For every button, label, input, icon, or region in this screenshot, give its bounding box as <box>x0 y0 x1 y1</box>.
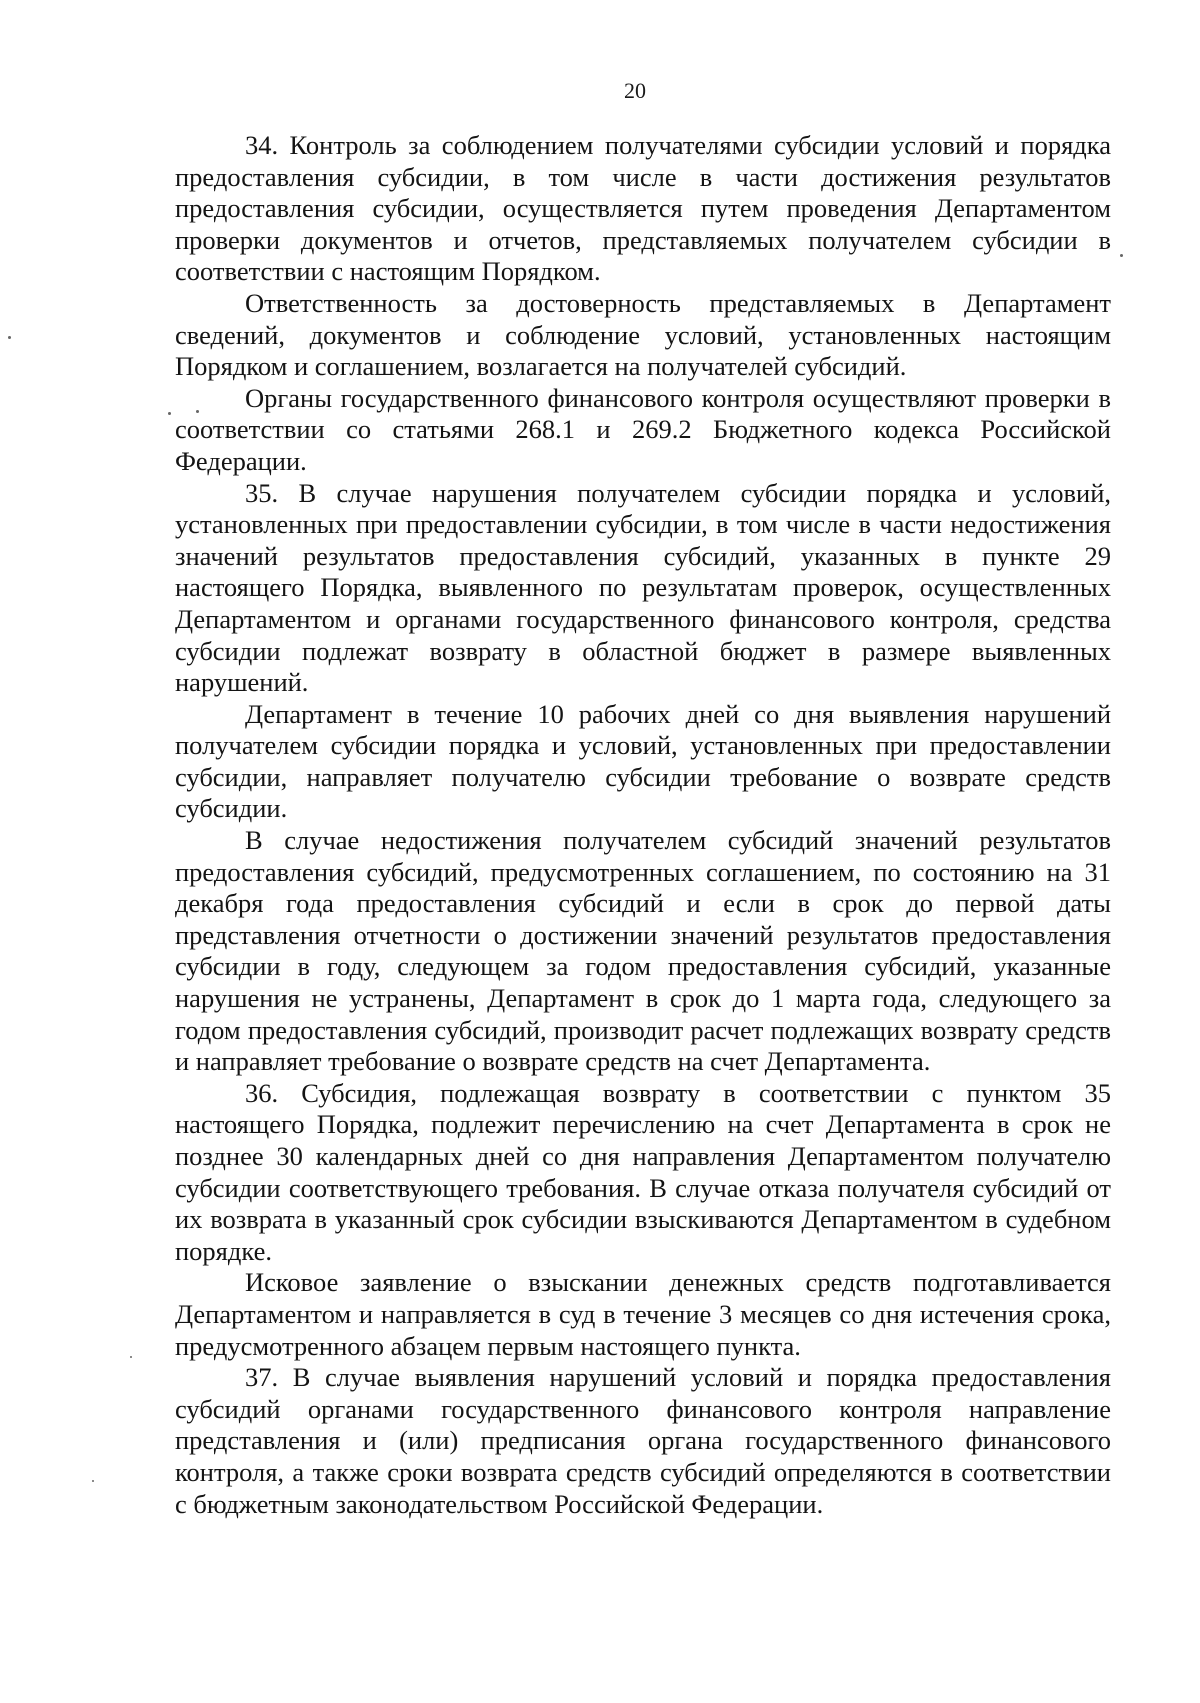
paragraph-36: 36. Субсидия, подлежащая возврату в соответствии с пунктом 35 настоящего Порядка, подлежит перечислению на счет Департамента в срок не позднее 30 календарных дней со дня направления Департаментом получателю субсидии соответствующего требования. В случае отказа получателя субсидий от их возврата в указанный срок субсидии взыскиваются Департаментом в судебном порядке. <box>175 1077 1111 1266</box>
scan-speck <box>196 410 199 413</box>
page-number: 20 <box>624 78 646 103</box>
scan-speck <box>1120 254 1123 257</box>
paragraph-non-achievement: В случае недостижения получателем субсидий значений результатов предоставления субсидий, предусмотренных соглашением, по состоянию на 31 декабря года предоставления субсидий и если в срок до первой даты представления отчетности о достижении значений результатов предоставления субсидии в году, следующем за годом предоставления субсидий, указанные нарушения не устранены, Департамент в срок до 1 марта года, следующего за годом предоставления субсидий, производит расчет подлежащих возврату средств и направляет требование о возврате средств на счет Департамента. <box>175 825 1111 1077</box>
document-body <box>175 130 1111 1520</box>
paragraph-control-bodies: Органы государственного финансового контроля осуществляют проверки в соответствии со статьями 268.1 и 269.2 Бюджетного кодекса Российской Федерации. <box>175 382 1111 476</box>
paragraph-35: 35. В случае нарушения получателем субсидии порядка и условий, установленных при предоставлении субсидии, в том числе в части недостижения значений результатов предоставления субсидий, указанных в пункте 29 настоящего Порядка, выявленного по результатам проверок, осуществленных Департаментом и органами государственного финансового контроля, средства субсидии подлежат возврату в областной бюджет в размере выявленных нарушений. <box>175 477 1111 698</box>
scan-speck <box>92 1480 94 1482</box>
paragraph-department-notice: Департамент в течение 10 рабочих дней со дня выявления нарушений получателем субсидии порядка и условий, установленных при предоставлении субсидии, направляет получателю субсидии требование о возврате средств субсидии. <box>175 698 1111 824</box>
scan-speck <box>8 336 11 339</box>
paragraph-34: 34. Контроль за соблюдением получателями субсидии условий и порядка предоставления субсидии, в том числе в части достижения результатов предоставления субсидии, осуществляется путем проведения Департаментом проверки документов и отчетов, представляемых получателем субсидии в соответствии с настоящим Порядком. <box>175 130 1111 287</box>
paragraph-37: 37. В случае выявления нарушений условий и порядка предоставления субсидий органами государственного финансового контроля направление представления и (или) предписания органа государственного финансового контроля, а также сроки возврата средств субсидий определяются в соответствии с бюджетным законодательством Российской Федерации. <box>175 1362 1111 1519</box>
scan-speck <box>168 412 171 415</box>
paragraph-lawsuit: Исковое заявление о взыскании денежных средств подготавливается Департаментом и направляется в суд в течение 3 месяцев со дня истечения срока, предусмотренного абзацем первым настоящего пункта. <box>175 1267 1111 1361</box>
scan-speck <box>130 1356 132 1358</box>
paragraph-responsibility: Ответственность за достоверность представляемых в Департамент сведений, документов и соблюдение условий, установленных настоящим Порядком и соглашением, возлагается на получателей субсидий. <box>175 287 1111 382</box>
